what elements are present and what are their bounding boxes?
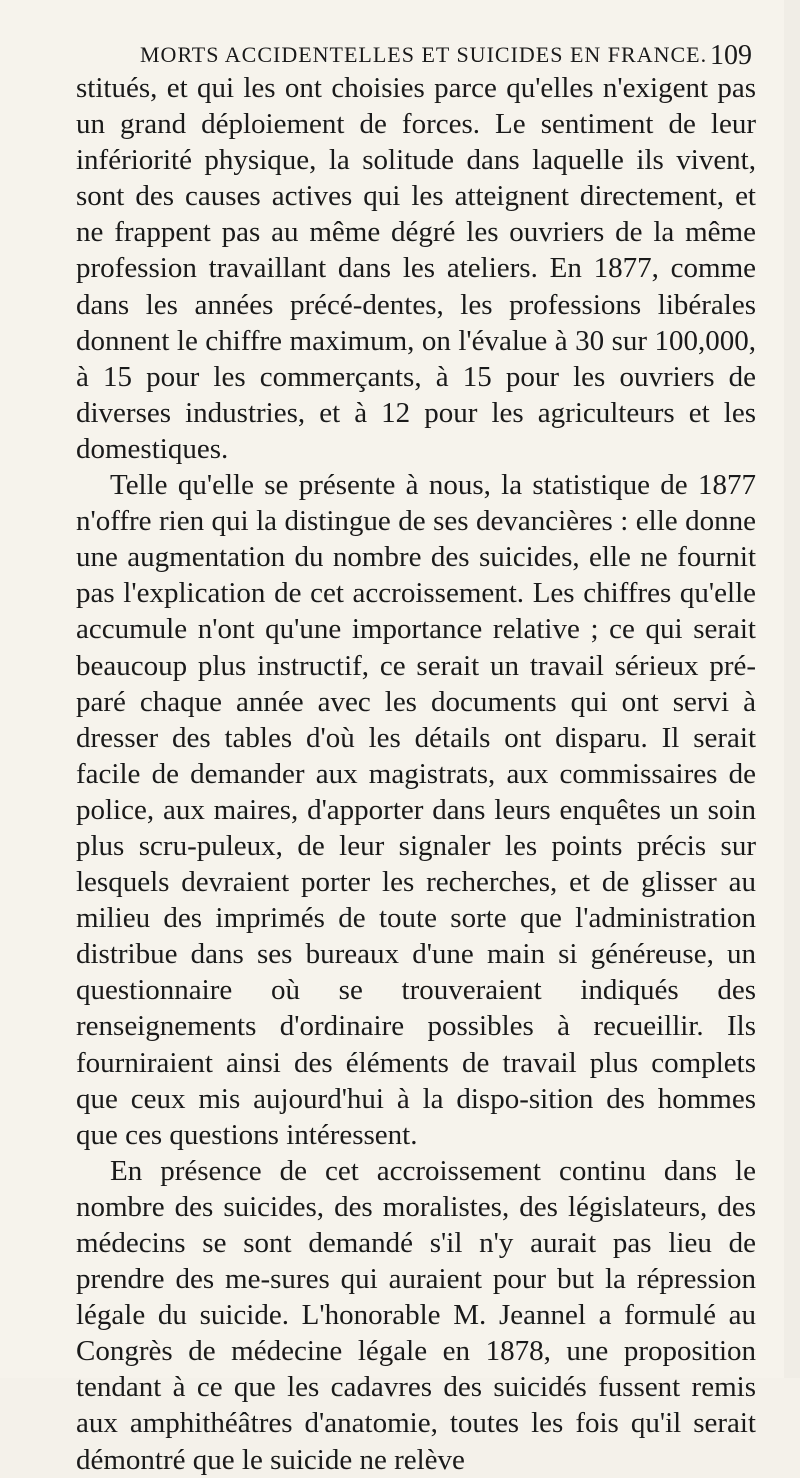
page-number: 109 [710, 40, 752, 71]
body-text [76, 70, 756, 1476]
running-title: MORTS ACCIDENTELLES ET SUICIDES EN FRANCE. [140, 42, 708, 67]
paragraph-continuation: stitués, et qui les ont choisies parce qu'elles n'exigent pas un grand déploiement de forces. Le sentiment de leur infériorité physique, la solitude dans laquelle ils vivent, sont des causes actives qui les atteignent directement, et ne frappent pas au même dégré les ouvriers de la même profession travaillant dans les ateliers. En 1877, comme dans les années précé-dentes, les professions libérales donnent le chiffre maximum, on l'évalue à 30 sur 100,000, à 15 pour les commerçants, à 15 pour les ouvriers de diverses industries, et à 12 pour les agriculteurs et les domestiques. [76, 72, 756, 465]
paragraph-statistics: Telle qu'elle se présente à nous, la statistique de 1877 n'offre rien qui la distingue de ses devancières : elle donne une augmentation du nombre des suicides, elle ne fournit pas l'explication de cet accroissement. Les chiffres qu'elle accumule n'ont qu'une importance relative ; ce qui serait beaucoup plus instructif, ce serait un travail sérieux pré-paré chaque année avec les documents qui ont servi à dresser des tables d'où les détails ont disparu. Il serait facile de demander aux magistrats, aux commissaires de police, aux maires, d'apporter dans leurs enquêtes un soin plus scru-puleux, de leur signaler les points précis sur lesquels devraient porter les recherches, et de glisser au milieu des imprimés de toute sorte que l'administration distribue dans ses bureaux d'une main si généreuse, un questionnaire où se trouveraient indiqués des renseignements d'ordinaire possibles à recueillir. Ils fourniraient ainsi des éléments de travail plus complets que ceux mis aujourd'hui à la dispo-sition des hommes que ces questions intéressent. [76, 469, 756, 1151]
paragraph-legal-repression: En présence de cet accroissement continu dans le nombre des suicides, des moralistes, des législateurs, des médecins se sont demandé s'il n'y aurait pas lieu de prendre des me-sures qui auraient pour but la répression légale du suicide. L'honorable M. Jeannel a formulé au Congrès de médecine légale en 1878, une proposition tendant à ce que les cadavres des suicidés fussent remis aux amphithéâtres d'anatomie, toutes les fois qu'il serait démontré que le suicide ne relève [76, 1154, 756, 1476]
